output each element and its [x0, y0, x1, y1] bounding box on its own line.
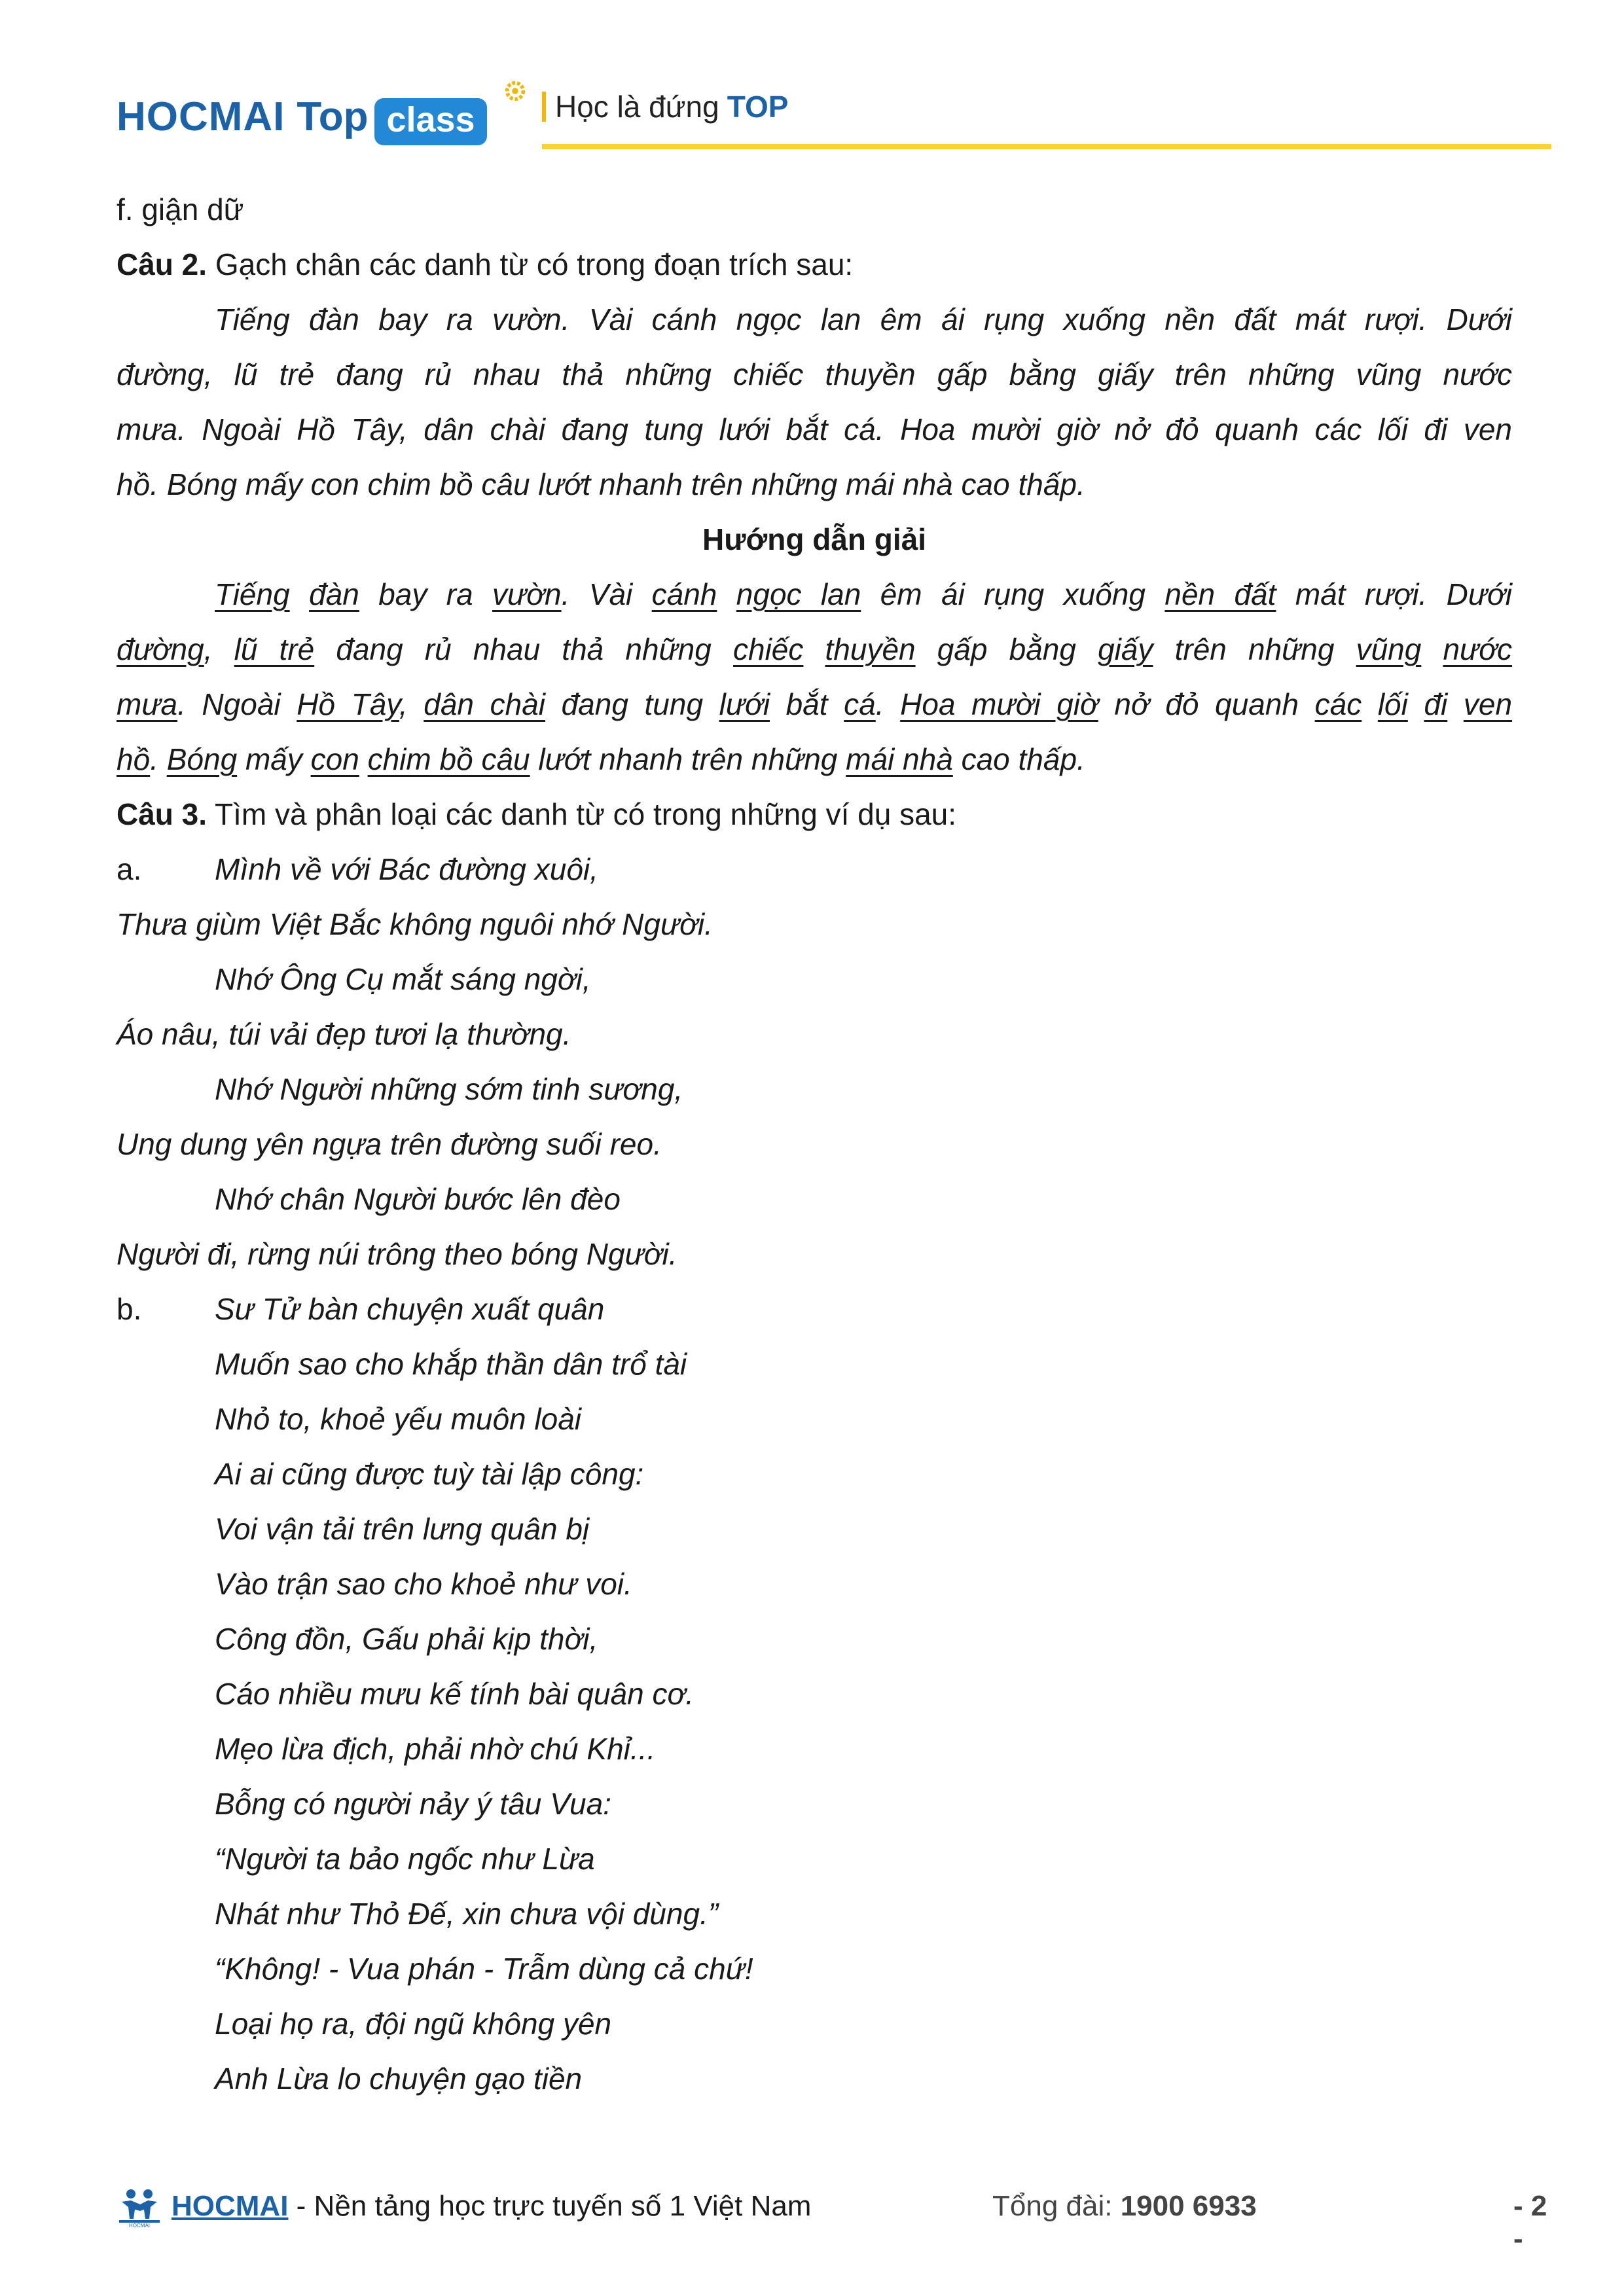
- passage-line: hồ. Bóng mấy con chim bồ câu lướt nhanh trên những mái nhà cao thấp.: [117, 467, 1085, 501]
- question-2-text: Gạch chân các danh từ có trong đoạn trích sau:: [207, 247, 854, 281]
- poem-line: Voi vận tải trên lưng quân bị: [215, 1512, 590, 1546]
- page-number: - 2 -: [1513, 2190, 1547, 2255]
- guide-text: [290, 577, 309, 611]
- guide-text: mát rượi. Dưới: [1276, 577, 1512, 611]
- underlined-noun: cánh: [651, 577, 717, 611]
- underlined-noun: Tiếng: [215, 577, 290, 611]
- underlined-noun: đi: [1424, 687, 1448, 721]
- hocmai-topclass-logo: [117, 84, 487, 149]
- gear-icon: [503, 79, 528, 103]
- underlined-noun: mái nhà: [846, 742, 953, 776]
- guide-line: [117, 567, 1512, 622]
- svg-text:HOCMAI: HOCMAI: [129, 2223, 150, 2228]
- poem-line: Người đi, rừng núi trông theo bóng Người.: [117, 1237, 677, 1271]
- tagline-top: TOP: [727, 90, 789, 124]
- underlined-noun: Hồ Tây: [297, 687, 399, 721]
- underlined-noun: cá: [844, 687, 876, 721]
- guide-line: [117, 677, 1512, 732]
- poem-line: “Không! - Vua phán - Trẫm dùng cả chứ!: [215, 1952, 753, 1986]
- guide-text: [1447, 687, 1464, 721]
- poem-line: Anh Lừa lo chuyện gạo tiền: [215, 2062, 583, 2096]
- underlined-noun: chiếc: [732, 632, 804, 666]
- guide-text: . Ngoài: [177, 687, 297, 721]
- guide-text: [1421, 632, 1443, 666]
- guide-title: Hướng dẫn giải: [702, 522, 926, 556]
- logo-class-text: class: [374, 98, 486, 145]
- tagline-divider: [542, 92, 546, 122]
- answer-f: f. giận dữ: [117, 192, 244, 226]
- underlined-noun: thuyền: [825, 632, 916, 666]
- footer-slogan-text: - Nền tảng học trực tuyến số 1 Việt Nam: [288, 2190, 812, 2222]
- underlined-noun: ngọc lan: [736, 577, 861, 611]
- hotline-label: Tổng đài:: [992, 2190, 1121, 2222]
- underlined-noun: con: [310, 742, 359, 776]
- poem-line: Muốn sao cho khắp thần dân trổ tài: [215, 1347, 687, 1381]
- footer-slogan: [171, 2190, 811, 2223]
- question-3: [117, 787, 1512, 842]
- guide-text: bắt: [770, 687, 844, 721]
- page-header: [117, 72, 1551, 157]
- guide-text: ,: [399, 687, 424, 721]
- poem-text: Sư Tử bàn chuyện xuất quân: [215, 1292, 605, 1326]
- poem-line: Mẹo lừa địch, phải nhờ chú Khỉ...: [215, 1732, 656, 1766]
- guide-text: bay ra: [359, 577, 493, 611]
- underlined-noun: Hoa mười giờ: [900, 687, 1098, 721]
- guide-text: đang tung: [545, 687, 719, 721]
- underlined-noun: chim bồ câu: [367, 742, 530, 776]
- underlined-noun: nước: [1443, 632, 1513, 666]
- guide-text: [717, 577, 736, 611]
- guide-text: . Vài: [561, 577, 652, 611]
- poem-line: Nhớ Người những sớm tinh sương,: [215, 1072, 683, 1106]
- guide-text: nở đỏ quanh: [1098, 687, 1315, 721]
- underlined-noun: lối: [1377, 687, 1408, 721]
- poem-text: Mình về với Bác đường xuôi,: [215, 852, 598, 886]
- page-footer: [117, 2185, 1563, 2255]
- guide-text: [1408, 687, 1424, 721]
- poem-line: [117, 1282, 1512, 1336]
- poem-line: Ai ai cũng được tuỳ tài lập công:: [215, 1457, 644, 1491]
- footer-brand-link[interactable]: HOCMAI: [171, 2190, 289, 2222]
- poem-line: [117, 842, 1512, 897]
- poem-line: Nhớ chân Người bước lên đèo: [215, 1182, 621, 1216]
- guide-text: êm ái rụng xuống: [861, 577, 1165, 611]
- underlined-noun: vườn: [492, 577, 562, 611]
- poem-line: Thưa giùm Việt Bắc không nguôi nhớ Người.: [117, 907, 713, 941]
- guide-line: [117, 622, 1512, 677]
- underlined-noun: dân chài: [424, 687, 545, 721]
- passage-line: mưa. Ngoài Hồ Tây, dân chài đang tung lưới bắt cá. Hoa mười giờ nở đỏ quanh các lối đi ven: [117, 412, 1512, 446]
- header-divider: [542, 144, 1551, 149]
- footer-hotline: [992, 2190, 1257, 2223]
- poem-line: Vào trận sao cho khoẻ như voi.: [215, 1567, 632, 1601]
- hocmai-people-icon: [117, 2187, 162, 2228]
- poem-line: Công đồn, Gấu phải kịp thời,: [215, 1622, 598, 1656]
- logo-top-text: Top: [297, 94, 369, 139]
- poem-line: Nhát như Thỏ Đế, xin chưa vội dùng.”: [215, 1897, 719, 1931]
- poem-a-label: a.: [117, 852, 142, 886]
- underlined-noun: mưa: [117, 687, 178, 721]
- poem-line: Nhỏ to, khoẻ yếu muôn loài: [215, 1402, 582, 1436]
- underlined-noun: lưới: [719, 687, 770, 721]
- poem-b-label: b.: [117, 1292, 142, 1326]
- passage-line: đường, lũ trẻ đang rủ nhau thả những chiếc thuyền gấp bằng giấy trên những vũng nước: [117, 357, 1512, 391]
- guide-text: gấp bằng: [915, 632, 1098, 666]
- guide-text: đang rủ nhau thả những: [314, 632, 733, 666]
- guide-text: [1362, 687, 1378, 721]
- underlined-noun: các: [1314, 687, 1362, 721]
- poem-line: Bỗng có người nảy ý tâu Vua:: [215, 1787, 611, 1821]
- tagline: [542, 89, 788, 124]
- poem-line: Ung dung yên ngựa trên đường suối reo.: [117, 1127, 662, 1161]
- question-2: [117, 237, 1512, 292]
- underlined-noun: Bóng: [166, 742, 238, 776]
- underlined-noun: nền đất: [1164, 577, 1276, 611]
- poem-line: Nhớ Ông Cụ mắt sáng ngời,: [215, 962, 591, 996]
- guide-text: cao thấp.: [952, 742, 1085, 776]
- passage-line: Tiếng đàn bay ra vườn. Vài cánh ngọc lan êm ái rụng xuống nền đất mát rượi. Dưới: [215, 302, 1512, 336]
- question-2-label: Câu 2.: [117, 247, 208, 281]
- question-3-label: Câu 3.: [117, 797, 208, 831]
- poem-line: Áo nâu, túi vải đẹp tươi lạ thường.: [117, 1017, 571, 1051]
- underlined-noun: đàn: [309, 577, 359, 611]
- guide-text: .: [150, 742, 167, 776]
- underlined-noun: hồ: [117, 742, 151, 776]
- poem-line: Cáo nhiều mưu kế tính bài quân cơ.: [215, 1677, 695, 1711]
- underlined-noun: ven: [1463, 687, 1513, 721]
- question-3-text: Tìm và phân loại các danh từ có trong những ví dụ sau:: [207, 797, 957, 831]
- hotline-number: 1900 6933: [1120, 2190, 1257, 2222]
- guide-text: lướt nhanh trên những: [530, 742, 846, 776]
- tagline-text: Học là đứng: [555, 90, 719, 124]
- guide-text: ,: [204, 632, 234, 666]
- guide-text: [803, 632, 825, 666]
- guide-text: trên những: [1153, 632, 1356, 666]
- underlined-noun: vũng: [1356, 632, 1422, 666]
- underlined-noun: lũ trẻ: [234, 632, 315, 666]
- poem-line: Loại họ ra, đội ngũ không yên: [215, 2007, 612, 2041]
- poem-line: “Người ta bảo ngốc như Lừa: [215, 1842, 595, 1876]
- underlined-noun: giấy: [1098, 632, 1153, 666]
- guide-text: [359, 742, 368, 776]
- document-body: [117, 182, 1512, 2106]
- guide-text: .: [875, 687, 901, 721]
- logo-hocmai-text: HOCMAI: [117, 94, 285, 139]
- guide-text: mấy: [237, 742, 311, 776]
- guide-line: [117, 732, 1512, 787]
- underlined-noun: đường: [117, 632, 204, 666]
